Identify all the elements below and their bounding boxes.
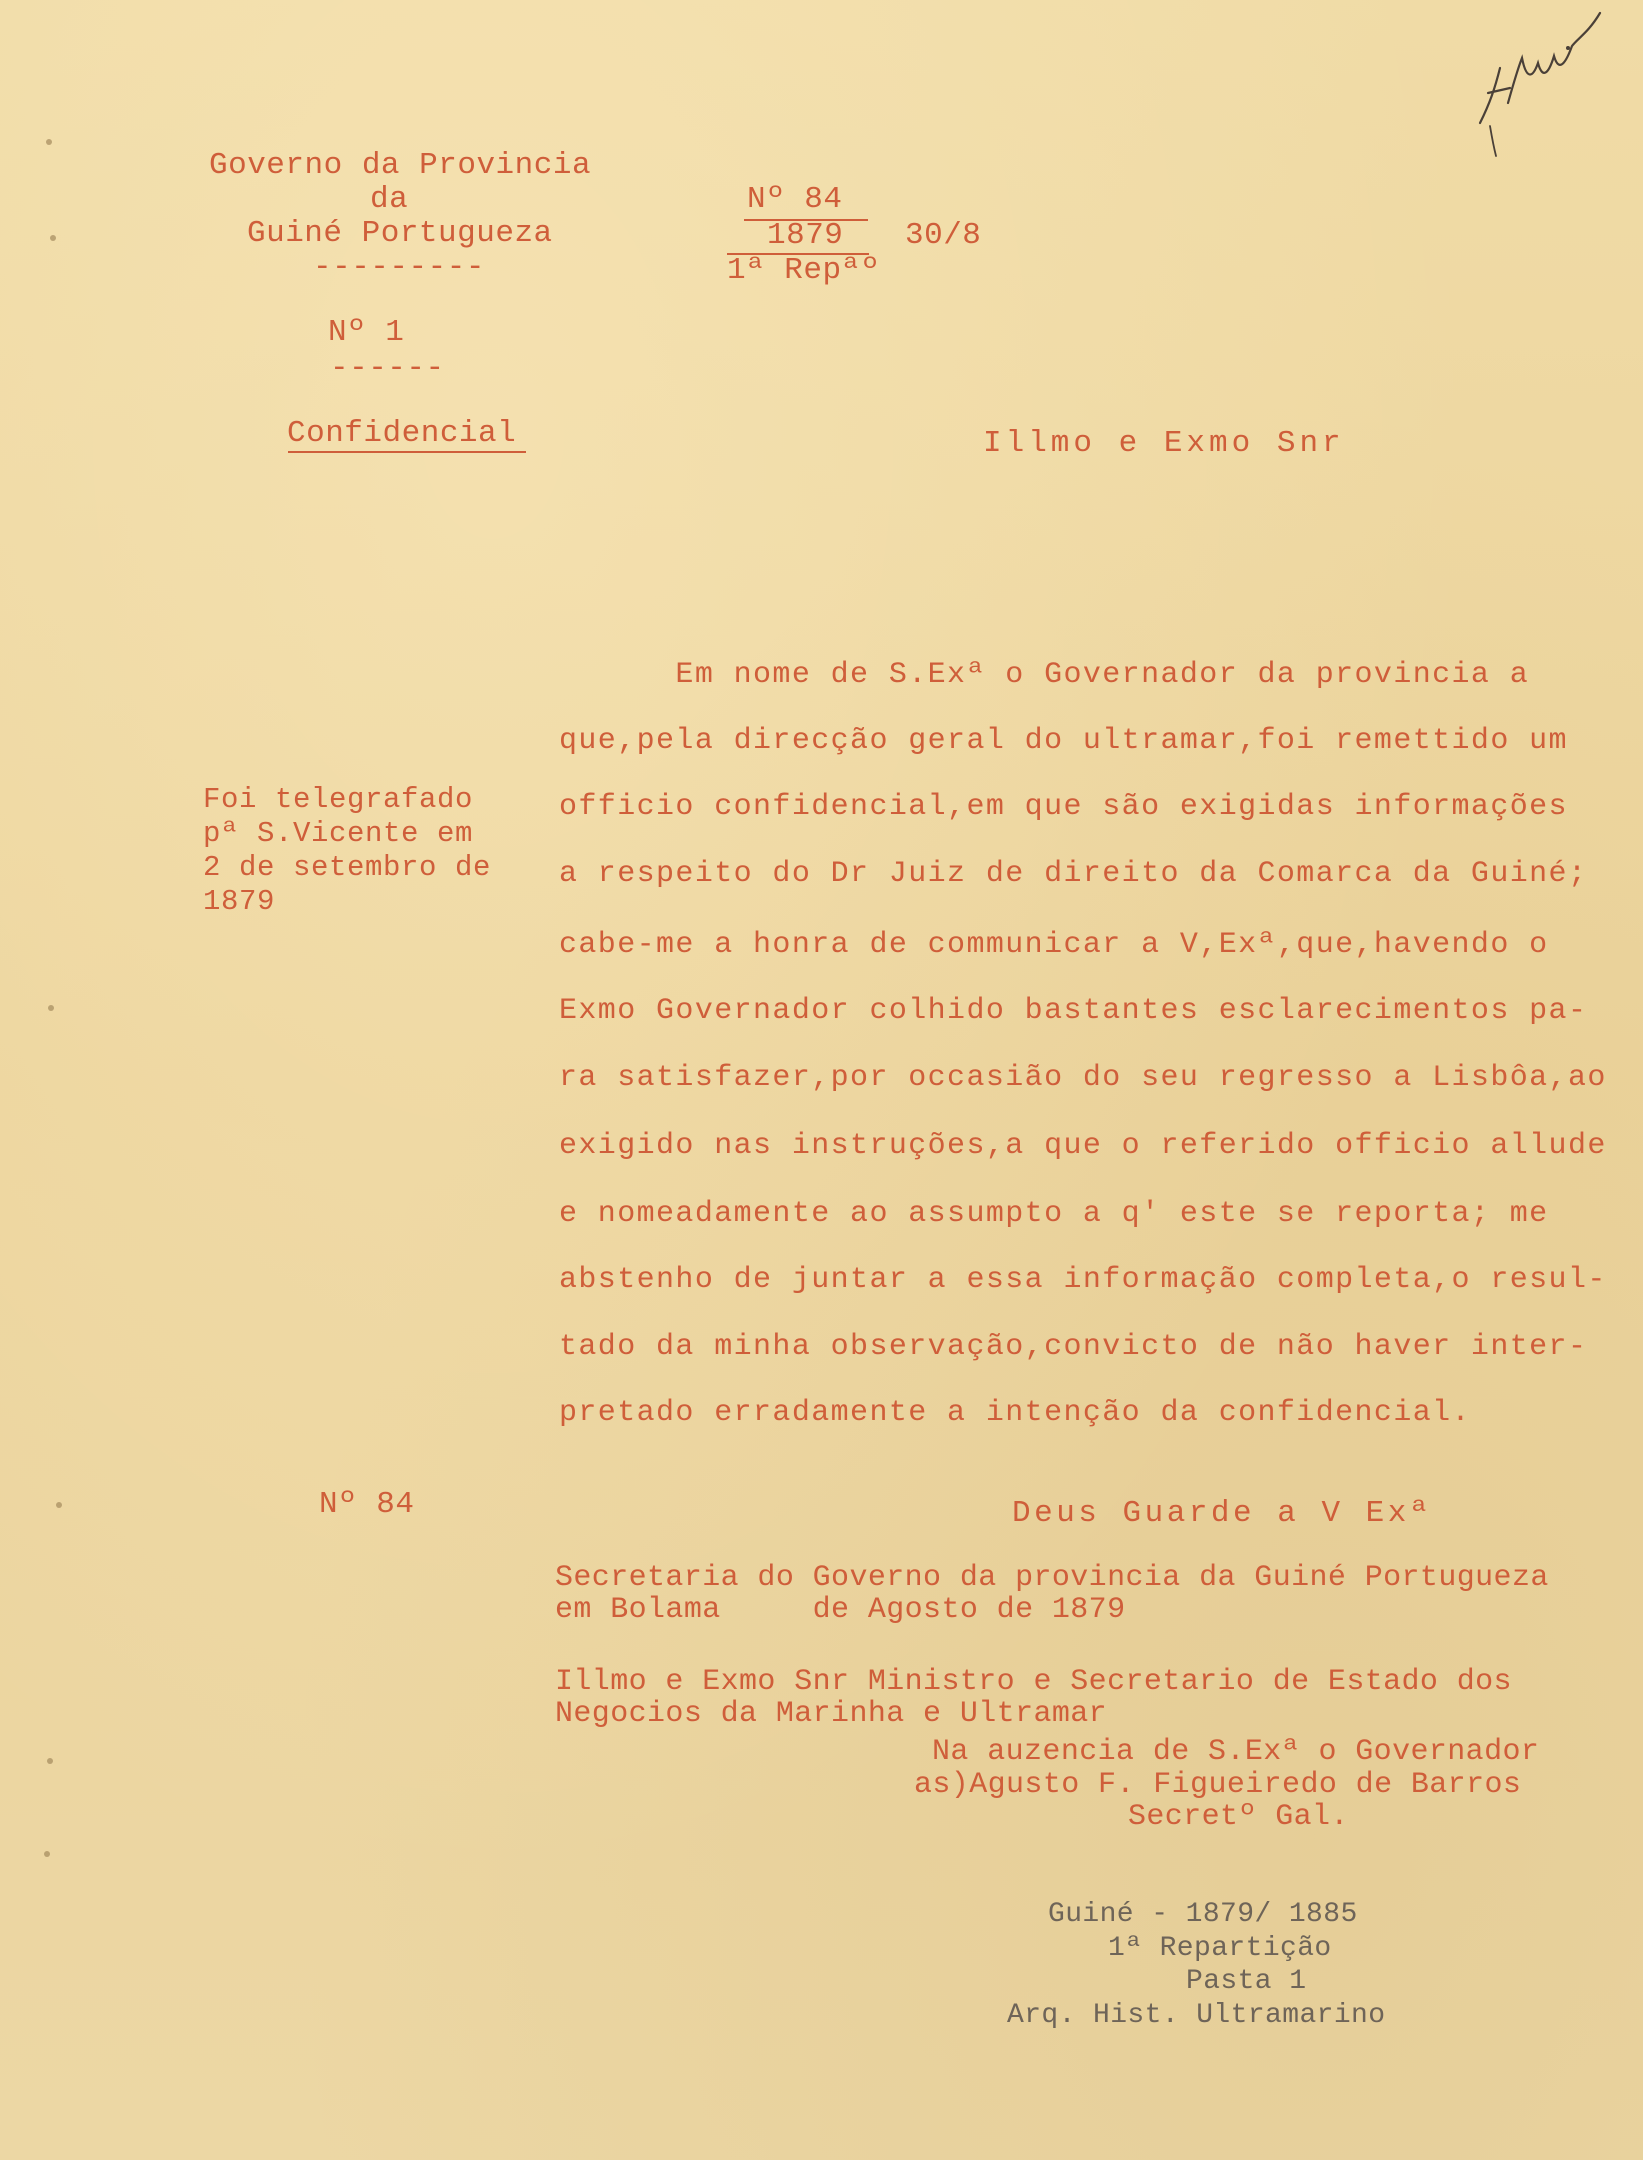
place-date-line: Secretaria do Governo da provincia da Guiné Portugueza xyxy=(555,1561,1549,1595)
reference-year: 1879 xyxy=(767,218,844,253)
signature-line: as)Agusto F. Figueiredo de Barros xyxy=(914,1768,1522,1802)
archive-stamp-line: 1ª Repartição xyxy=(1108,1933,1332,1964)
reference-repartition: 1ª Repªº xyxy=(727,253,880,288)
closing-line: Deus Guarde a V Exª xyxy=(1012,1496,1432,1531)
header-gov-dashes: --------- xyxy=(313,250,485,285)
body-line: a respeito do Dr Juiz de direito da Comarca da Guiné; xyxy=(559,857,1588,891)
body-line: que,pela direcção geral do ultramar,foi remettido um xyxy=(559,724,1568,758)
addressee-line: Negocios da Marinha e Ultramar xyxy=(555,1697,1108,1731)
place-date-line: em Bolama de Agosto de 1879 xyxy=(555,1593,1126,1627)
paper-speck xyxy=(48,1005,54,1011)
margin-note-line: Foi telegrafado xyxy=(203,783,474,816)
addressee-line: Illmo e Exmo Snr Ministro e Secretario de Estado dos xyxy=(555,1665,1512,1699)
body-line: pretado erradamente a intenção da confidencial. xyxy=(559,1396,1471,1430)
confidential-label: Confidencial xyxy=(287,416,517,451)
archive-stamp-line: Arq. Hist. Ultramarino xyxy=(1007,2000,1386,2031)
reference-date: 30/8 xyxy=(905,218,982,253)
paper-speck xyxy=(46,139,52,145)
handwritten-initials xyxy=(1460,8,1620,158)
signature-line: Secretº Gal. xyxy=(1128,1800,1349,1834)
header-number-dashes: ------ xyxy=(330,351,445,386)
header-number-label: Nº 1 xyxy=(328,315,405,350)
archive-stamp-line: Pasta 1 xyxy=(1186,1966,1307,1997)
body-line: e nomeadamente ao assumpto a q' este se reporta; me xyxy=(559,1197,1549,1231)
archive-stamp-line: Guiné - 1879/ 1885 xyxy=(1048,1899,1358,1930)
margin-note-line: pª S.Vicente em xyxy=(203,817,474,850)
body-line: cabe-me a honra de communicar a V,Exª,que,havendo o xyxy=(559,928,1549,962)
paper-speck xyxy=(47,1758,53,1764)
margin-note-line: 1879 xyxy=(203,885,276,918)
body-line: abstenho de juntar a essa informação completa,o resul- xyxy=(559,1263,1607,1297)
reference-no: Nº 84 xyxy=(747,182,843,217)
confidential-underline xyxy=(288,451,526,453)
paper-speck xyxy=(44,1851,50,1857)
bottom-number: Nº 84 xyxy=(319,1487,415,1522)
header-gov-line3: Guiné Portugueza xyxy=(247,216,553,251)
body-line: ra satisfazer,por occasião do seu regresso a Lisbôa,ao xyxy=(559,1061,1607,1095)
paper-speck xyxy=(56,1502,62,1508)
paper-speck xyxy=(50,235,56,241)
body-line: exigido nas instruções,a que o referido officio allude xyxy=(559,1129,1607,1163)
body-line: officio confidencial,em que são exigidas informações xyxy=(559,790,1568,824)
margin-note-line: 2 de setembro de xyxy=(203,851,492,884)
body-line: Exmo Governador colhido bastantes esclarecimentos pa- xyxy=(559,994,1588,1028)
body-line: tado da minha observação,convicto de não haver inter- xyxy=(559,1330,1588,1364)
header-gov-line2: da xyxy=(370,182,409,217)
signature-line: Na auzencia de S.Exª o Governador xyxy=(932,1735,1540,1769)
body-line: Em nome de S.Exª o Governador da provincia a xyxy=(559,658,1530,692)
salutation: Illmo e Exmo Snr xyxy=(983,426,1345,461)
header-gov-line1: Governo da Provincia xyxy=(209,148,592,183)
